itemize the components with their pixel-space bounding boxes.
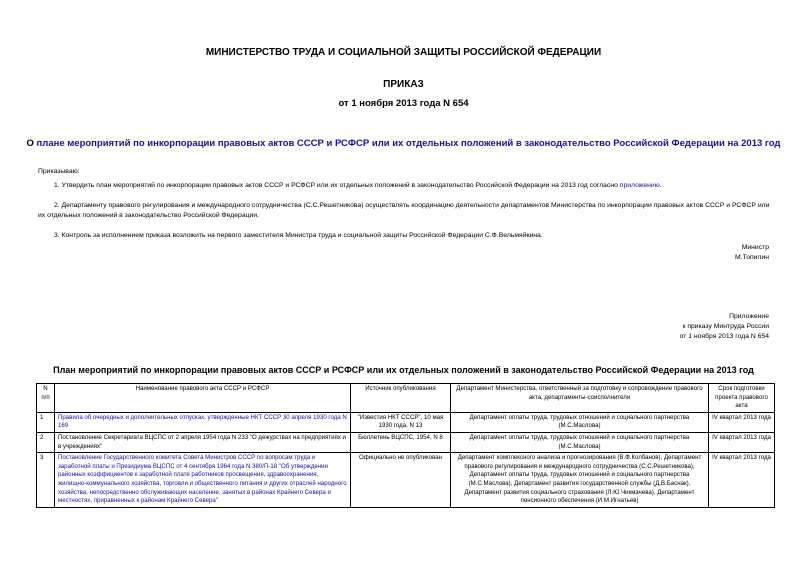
row-dept: Департамент оплаты труда, трудовых отношений и социального партнерства (М.С.Маслова) xyxy=(451,412,709,432)
row-num: 3 xyxy=(37,453,55,508)
appendix-line-2: к приказу Минтруда России xyxy=(682,323,769,330)
row-dept: Департамент оплаты труда, трудовых отношений и социального партнерства (М.С.Маслова) xyxy=(451,432,709,452)
order-item-2: 2. Департаменту правового регулирования и международного сотрудничества (С.С.Решетникова) осуществлять координацию деятельности департаментов Министерства по инкорпорации правовых актов СССР и РСФСР или их отдельных положений в законодательство Российской Федерации. xyxy=(38,202,770,219)
row-act-name xyxy=(55,412,351,432)
appendix-link[interactable]: приложению xyxy=(619,181,660,189)
table-row xyxy=(37,412,775,432)
col-header-name: Наименование правового акта СССР и РСФСР xyxy=(55,384,351,413)
order-item-1-end: . xyxy=(659,181,662,189)
document-date: от 1 ноября 2013 года N 654 xyxy=(338,98,469,109)
order-item-1-text: 1. Утвердить план мероприятий по инкорпорации правовых актов СССР и РСФСР или их отдельных положений в законодательство Российской Федерации на 2013 год согласно xyxy=(54,181,620,189)
signature-name: М.Топилин xyxy=(735,254,769,261)
order-body xyxy=(38,167,773,252)
col-header-deadline: Срок подготовки проекта правового акта xyxy=(709,384,775,413)
row-num: 1 xyxy=(37,412,55,432)
col-header-dept: Департамент Министерства, ответственный за подготовку и сопровождение правового акта, департаменты-соисполнители xyxy=(451,384,709,413)
row-act-name xyxy=(55,453,351,508)
plan-table-header xyxy=(37,384,775,413)
col-header-source: Источник опубликования xyxy=(351,384,451,413)
order-item-1 xyxy=(38,181,773,191)
appendix-line-1: Приложение xyxy=(729,313,769,320)
plan-title: План мероприятий по инкорпорации правовых актов СССР и РСФСР или их отдельных положений в законодательство Российской Федерации на 2013 год xyxy=(53,365,754,375)
row-act-name: Постановление Секретариата ВЦСПС от 2 апреля 1954 года N 233 "О дежурствах на предприятиях и в учреждениях" xyxy=(55,432,351,452)
table-row xyxy=(37,432,775,452)
col-header-num: N п/п xyxy=(37,384,55,413)
document-type: ПРИКАЗ xyxy=(383,79,424,90)
table-row xyxy=(37,453,775,508)
ministry-name: МИНИСТЕРСТВО ТРУДА И СОЦИАЛЬНОЙ ЗАЩИТЫ РОССИЙСКОЙ ФЕДЕРАЦИИ xyxy=(205,47,602,58)
row-num: 2 xyxy=(37,432,55,452)
row-source: Официально не опубликован xyxy=(351,453,451,508)
row-deadline: IV квартал 2013 года xyxy=(709,453,775,508)
title-prefix: О xyxy=(26,138,37,149)
document-title xyxy=(0,138,807,149)
order-intro: Приказываю: xyxy=(38,168,80,175)
row-source: Бюллетень ВЦСПС, 1954, N 8 xyxy=(351,432,451,452)
order-item-3: 3. Контроль за исполнением приказа возложить на первого заместителя Министра труда и социальной защиты Российской Федерации С.Ф.Вельмяйкина. xyxy=(54,232,543,239)
act-link[interactable]: Постановление Государственного комитета Совета Министров СССР по вопросам труда и заработной платы и Президиума ВЦСПС от 4 сентября 1964 года N 380/П-18 "Об утверждении районных коэффициентов к заработной плате работников просвещения, здравоохранения, жилищно-коммунального хозяйства, торговли и общественного питания и других отраслей народного хозяйства, непосредственно обслуживающих население, занятых в районах Крайнего Севера и местностях, приравненных к районам Крайнего Севера" xyxy=(58,454,347,505)
signature-position: Министр xyxy=(741,244,769,251)
signature-block xyxy=(735,243,769,263)
act-link[interactable]: Правила об очередных и дополнительных отпусках, утвержденные НКТ СССР 30 апреля 1930 года N 169 xyxy=(58,413,347,430)
row-source: "Известия НКТ СССР", 10 мая 1930 года, N 13 xyxy=(351,412,451,432)
title-link[interactable]: плане мероприятий по инкорпорации правовых актов СССР и РСФСР или их отдельных положений в законодательство Российской Федерации на 2013 год xyxy=(36,138,781,149)
plan-table xyxy=(36,383,775,508)
appendix-note xyxy=(680,312,769,342)
row-deadline: IV квартал 2013 года xyxy=(709,412,775,432)
row-dept: Департамент комплексного анализа и прогнозирования (В.Ф.Колбанов), Департамент правового регулирования и международного сотрудничества (С.С.Решетникова), Департамент оплаты труда, трудовых отношений и социального партнерства (М.С.Маслова), Департамент развития государственной службы (Д.В.Баснак), Департамент развития социального страхования (Л.Ю.Чикмачева), Департамент пенсионного обеспечения (И.М.Игнатьев) xyxy=(451,453,709,508)
appendix-line-3: от 1 ноября 2013 года N 654 xyxy=(679,333,769,340)
row-deadline: IV квартал 2013 года xyxy=(709,432,775,452)
